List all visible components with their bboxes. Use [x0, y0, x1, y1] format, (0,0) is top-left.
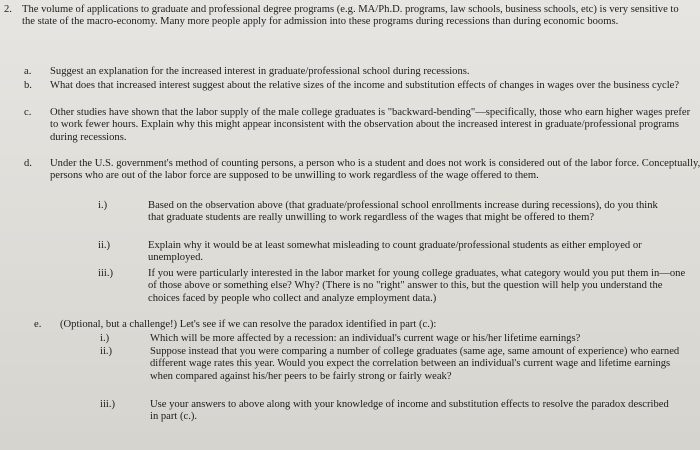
part-d-sub-ii-marker: ii.) — [98, 240, 111, 251]
part-d-sub-i-marker: i.) — [98, 200, 108, 211]
part-d-sub-iii-marker: iii.) — [98, 268, 114, 279]
part-d-marker: d. — [24, 158, 32, 169]
part-c-marker: c. — [24, 107, 32, 118]
part-a-text: Suggest an explanation for the increased interest in graduate/professional school during recessions. — [50, 66, 470, 77]
part-d-sub-iii-text: If you were particularly interested in the labor market for young college graduates, what category would you put them in—one of those above or something else? Why? (There is no "right" answer to this, but the question will help you understand the choices faced by people who collect and analyze employment data.) — [148, 268, 686, 304]
part-e-sub-i-text: Which will be more affected by a recession: an individual's current wage or his/her lifetime earnings? — [150, 333, 581, 344]
part-a-marker: a. — [24, 66, 32, 77]
part-e-sub-ii-text: Suppose instead that you were comparing a number of college graduates (same age, same amount of experience) who earned different wage rates this year. Would you expect the correlation between an individual's current wage and lifetime earnings when compared against his/her peers to be fairly strong or fairly weak? — [150, 346, 680, 382]
part-d-sub-i-text: Based on the observation above (that graduate/professional school enrollments increase during recessions), do you think that graduate students are really unwilling to work regardless of the wages that might be offered to them? — [148, 200, 658, 224]
part-e-sub-iii-text: Use your answers to above along with your knowledge of income and substitution effects to resolve the paradox described in part (c.). — [150, 399, 669, 423]
part-e-text: (Optional, but a challenge!) Let's see if we can resolve the paradox identified in part (c.): — [60, 319, 437, 330]
question-intro — [4, 4, 692, 29]
part-d-text: Under the U.S. government's method of counting persons, a person who is a student and does not work is considered out of the labor force. Conceptually, persons who are out of the labor force are supposed to be unwilling to work regardless of the wage offered to them. — [50, 158, 700, 182]
part-e-marker: e. — [34, 319, 42, 330]
part-d-sub-ii-text: Explain why it would be at least somewhat misleading to count graduate/professional students as either employed or unemployed. — [148, 240, 642, 264]
part-b-marker: b. — [24, 80, 32, 91]
part-e-sub-ii-marker: ii.) — [100, 346, 113, 357]
question-intro-text: The volume of applications to graduate and professional degree programs (e.g. MA/Ph.D. programs, law schools, business schools, etc) is very sensitive to the state of the macro-economy. Many more people apply for admission into these programs during recessions than during economic booms. — [22, 4, 679, 28]
part-e-sub-i-marker: i.) — [100, 333, 110, 344]
question-number: 2. — [4, 4, 12, 15]
part-b-text: What does that increased interest suggest about the relative sizes of the income and substitution effects of changes in wages over the business cycle? — [50, 80, 680, 91]
part-e-sub-iii-marker: iii.) — [100, 399, 116, 410]
part-c-text: Other studies have shown that the labor supply of the male college graduates is "backward-bending"—specifically, those who earn higher wages prefer to work fewer hours. Explain why this might appear inconsistent with the observation about the increased interest in graduate/professional programs during recessions. — [50, 107, 691, 143]
